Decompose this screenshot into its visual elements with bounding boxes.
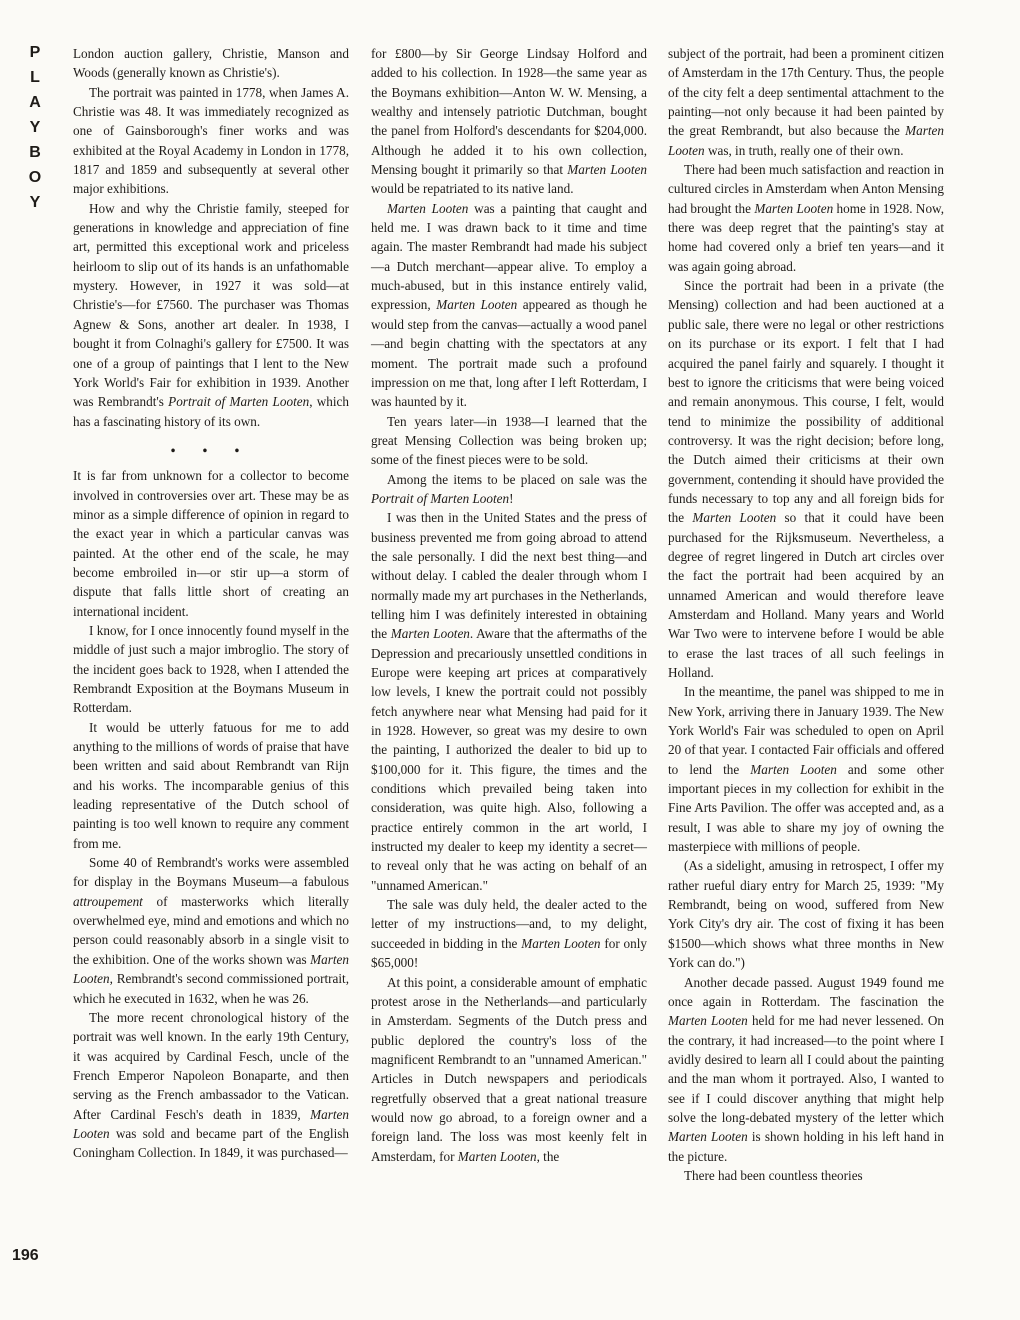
text-column-3 xyxy=(668,44,944,1185)
page-number: 196 xyxy=(12,1247,39,1264)
paragraph: It would be utterly fatuous for me to add anything to the millions of words of praise that have been written and said about Rembrandt van Rijn and his works. The incomparable genius of this leading representative of the Dutch school of painting is too well known to require any comment from me. xyxy=(73,719,349,851)
paragraph: There had been much satisfaction and reaction in cultured circles in Amsterdam when Anton Mensing had brought the Marten Looten home in 1928. Now, there was deep regret that the painting's stay at home had covered only a brief ten years—and it was again going abroad. xyxy=(668,162,944,274)
paragraph: Marten Looten was a painting that caught and held me. I was drawn back to it time and time again. The master Rembrandt had made his subject—a Dutch merchant—appear alive. To employ a much-abused, but in this instance entirely valid, expression, Marten Looten appeared as though he would step from the canvas—actually a wood panel—and begin chatting with the spectators at any moment. The portrait made such a profound impression on me that, long after I left Rotterdam, I was haunted by it. xyxy=(371,200,647,410)
masthead-playboy: P L A Y B O Y xyxy=(28,44,42,211)
paragraph: Another decade passed. August 1949 found me once again in Rotterdam. The fascination the Marten Looten held for me had never lessened. On the contrary, it had increased—to the point where I avidly desired to learn all I could about the painting and the man whom it portrayed. Also, I wanted to see if I could discover anything that might help solve the long-debated mystery of the letter which Marten Looten is shown holding in his left hand in the picture. xyxy=(668,974,944,1164)
paragraph: Since the portrait had been in a private (the Mensing) collection and had been auctioned at a public sale, there were no legal or other restrictions on its purchase or its export. I felt that I had acquired the panel fairly and squarely. I thought it best to ignore the criticisms that were being voiced and remain anonymous. This course, I felt, would tend to minimize the possibility of additional controversy. It was the right decision; before long, the Dutch aimed their criticisms at their own government, contending it should have provided the funds necessary to top any and all foreign bids for the Marten Looten so that it could have been purchased for the Rijksmuseum. Nevertheless, a degree of regret lingered in Dutch art circles over the fact the portrait had been acquired by an unnamed American and would therefore leave Amsterdam and Holland. Many years and World War Two were to intervene before I would be able to erase the last traces of all such feelings in Holland. xyxy=(668,278,944,680)
paragraph: There had been countless theories xyxy=(684,1167,863,1183)
paragraph: The portrait was painted in 1778, when James A. Christie was 48. It was immediately recognized as one of Gainsborough's finer works and was exhibited at the Royal Academy in London in 1778, 1817 and 1859 and subsequently at several other major exhibitions. xyxy=(73,84,349,197)
paragraph: for £800—by Sir George Lindsay Holford and added to his collection. In 1928—the same year as the Boymans exhibition—Anton W. W. Mensing, a wealthy and intensely patriotic Dutchman, bought the panel from Holford's descendants for $204,000. Although he added it to his own collection, Mensing bought it primarily so that Marten Looten would be repatriated to its native land. xyxy=(371,46,647,197)
paragraph: The more recent chronological history of the portrait was well known. In the early 19th Century, it was acquired by Cardinal Fesch, uncle of the French Emperor Napoleon Bonaparte, and then serving as the French ambassador to the Vatican. After Cardinal Fesch's death in 1839, Marten Looten was sold and became part of the English Coningham Collection. In 1849, it was purchased— xyxy=(73,1009,349,1161)
paragraph: I know, for I once innocently found myself in the middle of just such a major imbroglio. The story of the incident goes back to 1928, when I attended the Rembrandt Exposition at the Boymans Museum in Rotterdam. xyxy=(73,622,349,716)
paragraph: (As a sidelight, amusing in retrospect, I offer my rather rueful diary entry for March 25, 1939: "My Rembrandt, being on wood, suffered from New York City's dry air. The cost of fixing it has been $1500—which shows what three months in New York can do.") xyxy=(668,858,944,971)
paragraph: How and why the Christie family, steeped for generations in knowledge and appreciation of fine art, permitted this exceptional work and priceless heirloom to slip out of its hands is an unfathomable mystery. However, in 1927 it was sold—at Christie's—for £7560. The purchaser was Thomas Agnew & Sons, another art dealer. In 1938, I bought it from Colnaghi's gallery for £7500. It was one of a group of paintings that I lent to the New York World's Fair for exhibition in 1939. Another was Rembrandt's Portrait of Marten Looten, which has a fascinating history of its own. xyxy=(73,200,349,429)
paragraph: subject of the portrait, had been a prominent citizen of Amsterdam in the 17th Century. Thus, the people of the city felt a deep sentimental attachment to the painting—not only because it had been painted by the great Rembrandt, but also because the Marten Looten was, in truth, really one of their own. xyxy=(668,46,944,158)
paragraph: London auction gallery, Christie, Manson and Woods (generally known as Christie's). xyxy=(73,46,349,81)
paragraph: In the meantime, the panel was shipped to me in New York, arriving there in January 1939. The New York World's Fair was scheduled to open on April 20 of that year. I contacted Fair officials and offered to lend the Marten Looten and some other important pieces in my collection for exhibit in the Fine Arts Pavilion. The offer was accepted and, as a result, I was able to share my joy of owning the masterpiece with millions of people. xyxy=(668,684,944,855)
paragraph: Ten years later—in 1938—I learned that the great Mensing Collection was being broken up; some of the finest pieces were to be sold. xyxy=(371,413,647,468)
text-column-1 xyxy=(73,44,349,1163)
paragraph: It is far from unknown for a collector to become involved in controversies over art. These may be as minor as a simple difference of opinion in regard to the exact year in which a particular canvas was painted. At the other end of the scale, he may become embroiled in—or stir up—a storm of dispute that falls little short of creating an international incident. xyxy=(73,468,349,619)
paragraph: I was then in the United States and the press of business prevented me from going abroad to attend the sale personally. I did the next best thing—and without delay. I cabled the dealer through whom I normally made my art purchases in the Netherlands, telling him I was definitely interested in obtaining the Marten Looten. Aware that the aftermaths of the Depression and precariously unsettled conditions in Europe were keeping art prices at comparatively low levels, I knew the portrait could not possibly fetch anywhere near what Mensing had paid for it in 1928. However, so great was my desire to own the painting, I authorized the dealer to bid up to $100,000 for it. This figure, the times and the conditions which prevailed being taken into consideration, was quite high. Also, following a practice entirely common in the art world, I instructed my dealer to keep my identity a secret—to reveal only that he was acting on behalf of an "unnamed American." xyxy=(371,510,647,893)
paragraph: At this point, a considerable amount of emphatic protest arose in the Netherlands—and particularly in Amsterdam. Segments of the Dutch press and public deplored the country's loss of the magnificent Rembrandt to an "unnamed American." Articles in Dutch newspapers and periodicals regretfully observed that a great national treasure would now go abroad, to a foreign owner and a foreign land. The loss was most keenly felt in Amsterdam, for Marten Looten, the xyxy=(371,974,647,1164)
paragraph: Some 40 of Rembrandt's works were assembled for display in the Boymans Museum—a fabulous attroupement of masterworks which literally overwhelmed eye, mind and emotions and which no person could reasonably absorb in a single visit to the exhibition. One of the works shown was Marten Looten, Rembrandt's second commissioned portrait, which he executed in 1632, when he was 26. xyxy=(73,855,349,1006)
section-break: • • • xyxy=(170,442,252,458)
paragraph: Among the items to be placed on sale was the Portrait of Marten Looten! xyxy=(371,471,647,506)
paragraph: The sale was duly held, the dealer acted to the letter of my instructions—and, to my delight, succeeded in bidding in the Marten Looten for only $65,000! xyxy=(371,897,647,971)
text-column-2 xyxy=(371,44,647,1166)
